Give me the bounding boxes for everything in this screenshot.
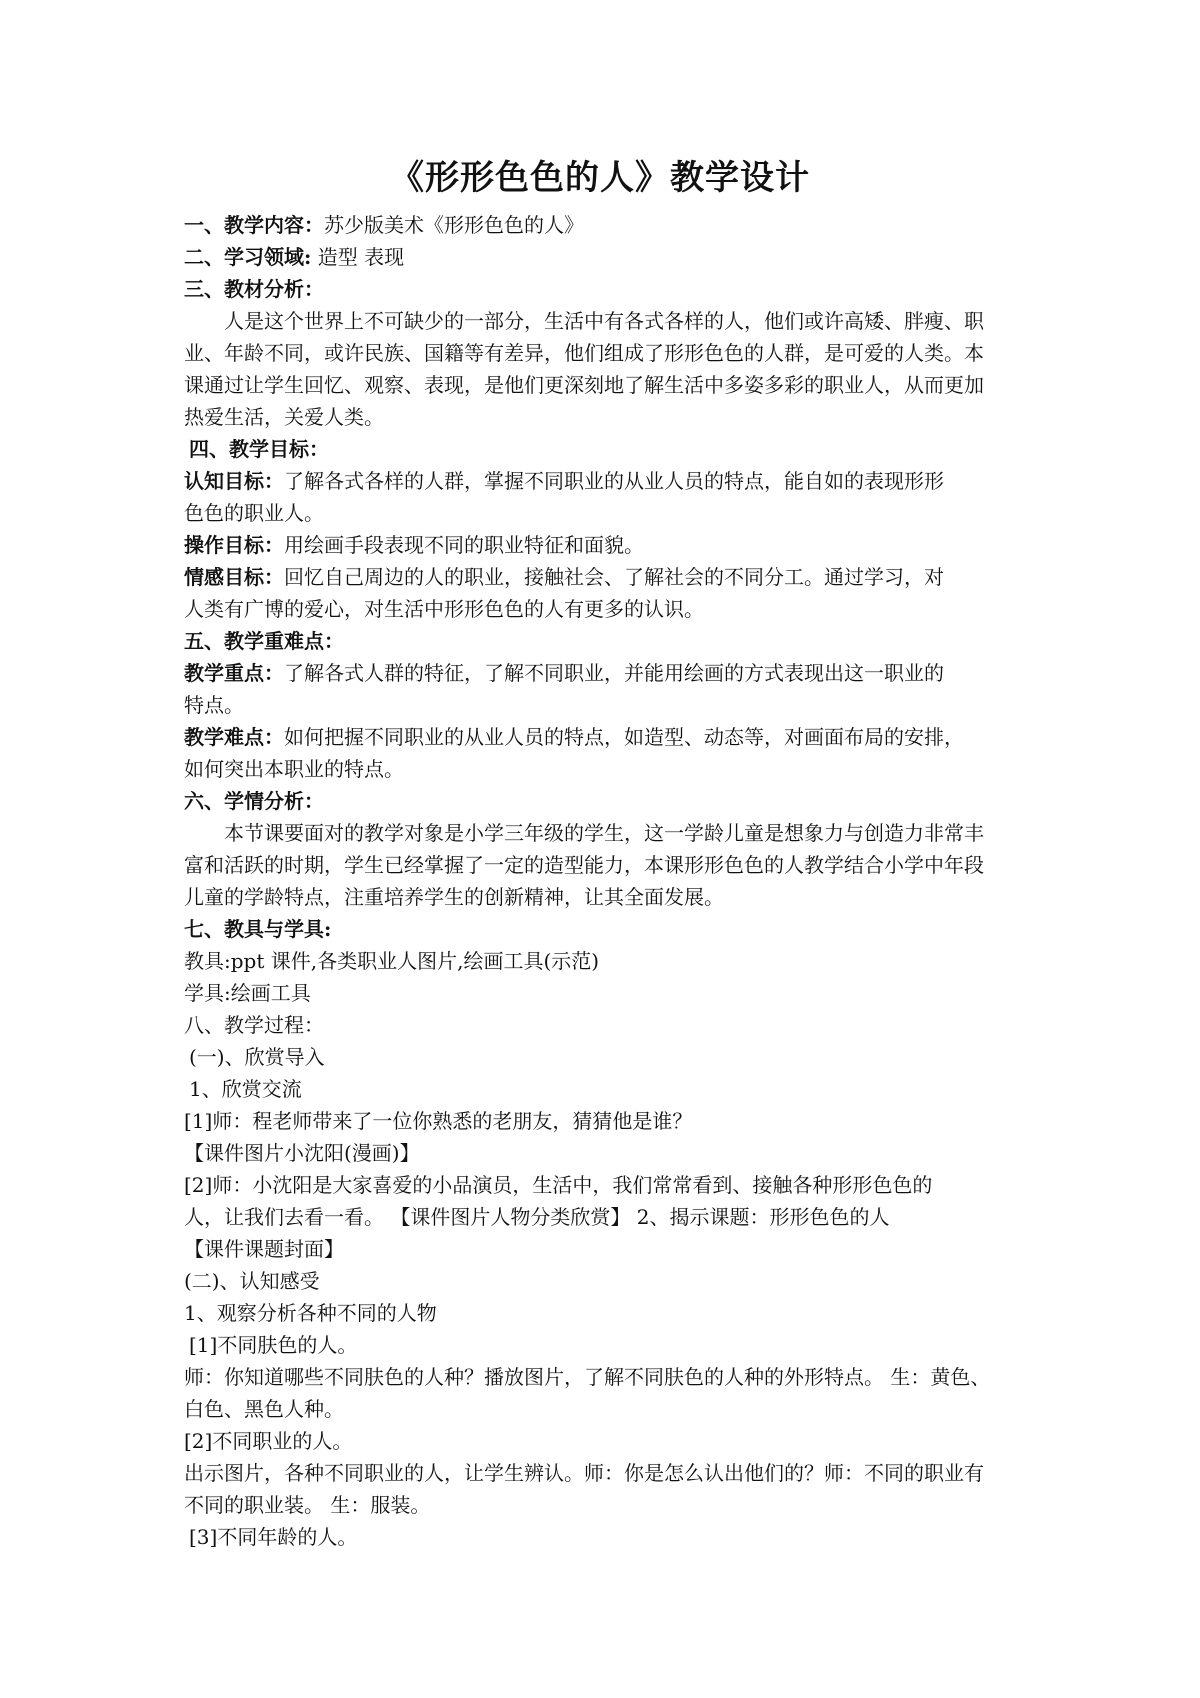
heading: 一、教学内容： xyxy=(184,213,324,237)
paragraph-line xyxy=(184,1073,1034,1105)
paragraph-line xyxy=(184,1329,1034,1361)
text: [3]不同年龄的人。 xyxy=(189,1525,358,1549)
text: 了解各式各样的人群，掌握不同职业的从业人员的特点，能自如的表现形形 xyxy=(284,469,944,493)
text: [1]师：程老师带来了一位你熟悉的老朋友，猜猜他是谁？ xyxy=(184,1109,693,1133)
text: 白色、黑色人种。 xyxy=(184,1397,344,1421)
paragraph-line xyxy=(184,401,1034,433)
paragraph-line xyxy=(184,1201,1034,1233)
paragraph-line xyxy=(184,1265,1034,1297)
paragraph-line xyxy=(184,817,1034,849)
paragraph-line xyxy=(184,1169,1034,1201)
paragraph-line xyxy=(184,1489,1034,1521)
paragraph-line xyxy=(184,1105,1034,1137)
heading: 认知目标： xyxy=(184,469,284,493)
text: 如何突出本职业的特点。 xyxy=(184,757,404,781)
text: 本节课要面对的教学对象是小学三年级的学生，这一学龄儿童是想象力与创造力非常丰 xyxy=(224,821,984,845)
text: 造型 表现 xyxy=(311,245,405,269)
text: 人是这个世界上不可缺少的一部分，生活中有各式各样的人，他们或许高矮、胖瘦、职 xyxy=(224,309,984,333)
difficulty xyxy=(184,721,1034,753)
text: 用绘画手段表现不同的职业特征和面貌。 xyxy=(284,533,644,557)
text: 1、观察分析各种不同的人物 xyxy=(184,1301,437,1325)
heading: 情感目标： xyxy=(184,565,284,589)
text: 不同的职业装。 生：服装。 xyxy=(184,1493,431,1517)
paragraph-line xyxy=(184,1457,1034,1489)
paragraph-line xyxy=(184,593,1034,625)
heading: 七、教具与学具: xyxy=(184,917,332,941)
text: 课通过让学生回忆、观察、表现，是他们更深刻地了解生活中多姿多彩的职业人，从而更加 xyxy=(184,373,984,397)
paragraph-line xyxy=(184,945,1034,977)
text: 儿童的学龄特点，注重培养学生的创新精神，让其全面发展。 xyxy=(184,885,724,909)
text: 1、欣赏交流 xyxy=(189,1077,302,1101)
text: 八、教学过程： xyxy=(184,1013,324,1037)
paragraph-line xyxy=(184,753,1034,785)
text: (一)、欣赏导入 xyxy=(189,1045,325,1069)
paragraph-line xyxy=(184,1361,1034,1393)
text: 教具:ppt 课件,各类职业人图片,绘画工具(示范) xyxy=(184,949,600,973)
section-goals-heading xyxy=(184,433,1034,465)
section-content xyxy=(184,209,1034,241)
text: 学具:绘画工具 xyxy=(184,981,311,1005)
heading: 操作目标： xyxy=(184,533,284,557)
paragraph-line xyxy=(184,1425,1034,1457)
paragraph-line xyxy=(184,305,1034,337)
text: [2]不同职业的人。 xyxy=(184,1429,353,1453)
heading: 教学重点： xyxy=(184,661,284,685)
text: 回忆自己周边的人的职业，接触社会、了解社会的不同分工。通过学习，对 xyxy=(284,565,944,589)
paragraph-line xyxy=(184,977,1034,1009)
section-process-heading xyxy=(184,1009,1034,1041)
text: 业、年龄不同，或许民族、国籍等有差异，他们组成了形形色色的人群，是可爱的人类。本 xyxy=(184,341,984,365)
text: [2]师：小沈阳是大家喜爱的小品演员，生活中，我们常常看到、接触各种形形色色的 xyxy=(184,1173,933,1197)
paragraph-line xyxy=(184,1297,1034,1329)
document-body xyxy=(184,209,1034,1553)
text: (二)、认知感受 xyxy=(184,1269,320,1293)
text: 【课件课题封面】 xyxy=(184,1237,344,1261)
heading: 五、教学重难点： xyxy=(184,629,344,653)
paragraph-line xyxy=(184,1233,1034,1265)
text: [1]不同肤色的人。 xyxy=(189,1333,358,1357)
text: 人，让我们去看一看。 【课件图片人物分类欣赏】 2、揭示课题：形形色色的人 xyxy=(184,1205,890,1229)
paragraph-line xyxy=(184,689,1034,721)
paragraph-line xyxy=(184,849,1034,881)
paragraph-line xyxy=(184,1521,1034,1553)
text: 色色的职业人。 xyxy=(184,501,324,525)
keypoint xyxy=(184,657,1034,689)
text: 人类有广博的爱心，对生活中形形色色的人有更多的认识。 xyxy=(184,597,704,621)
section-analysis-heading xyxy=(184,273,1034,305)
paragraph-line xyxy=(184,369,1034,401)
text: 【课件图片小沈阳(漫画)】 xyxy=(184,1141,420,1165)
paragraph-line xyxy=(184,497,1034,529)
goal-emotion xyxy=(184,561,1034,593)
heading: 四、教学目标： xyxy=(189,437,329,461)
document-title: 《形形色色的人》教学设计 xyxy=(390,158,810,198)
text: 如何把握不同职业的从业人员的特点，如造型、动态等，对画面布局的安排， xyxy=(284,725,964,749)
text: 苏少版美术《形形色色的人》 xyxy=(324,213,584,237)
heading: 教学难点： xyxy=(184,725,284,749)
paragraph-line xyxy=(184,1393,1034,1425)
text: 热爱生活，关爱人类。 xyxy=(184,405,384,429)
paragraph-line xyxy=(184,337,1034,369)
text: 出示图片，各种不同职业的人，让学生辨认。师：你是怎么认出他们的？师：不同的职业有 xyxy=(184,1461,984,1485)
heading: 三、教材分析： xyxy=(184,277,324,301)
section-tools-heading xyxy=(184,913,1034,945)
text: 了解各式人群的特征，了解不同职业，并能用绘画的方式表现出这一职业的 xyxy=(284,661,944,685)
goal-operation xyxy=(184,529,1034,561)
paragraph-line xyxy=(184,881,1034,913)
section-keypoints-heading xyxy=(184,625,1034,657)
heading: 六、学情分析： xyxy=(184,789,324,813)
paragraph-line xyxy=(184,1137,1034,1169)
section-learner-heading xyxy=(184,785,1034,817)
paragraph-line xyxy=(184,1041,1034,1073)
text: 富和活跃的时期，学生已经掌握了一定的造型能力，本课形形色色的人教学结合小学中年段 xyxy=(184,853,984,877)
goal-cognitive xyxy=(184,465,1034,497)
section-domain xyxy=(184,241,1034,273)
heading: 二、学习领域: xyxy=(184,245,312,269)
text: 特点。 xyxy=(184,693,244,717)
text: 师：你知道哪些不同肤色的人种？播放图片，了解不同肤色的人种的外形特点。 生：黄色、 xyxy=(184,1365,991,1389)
